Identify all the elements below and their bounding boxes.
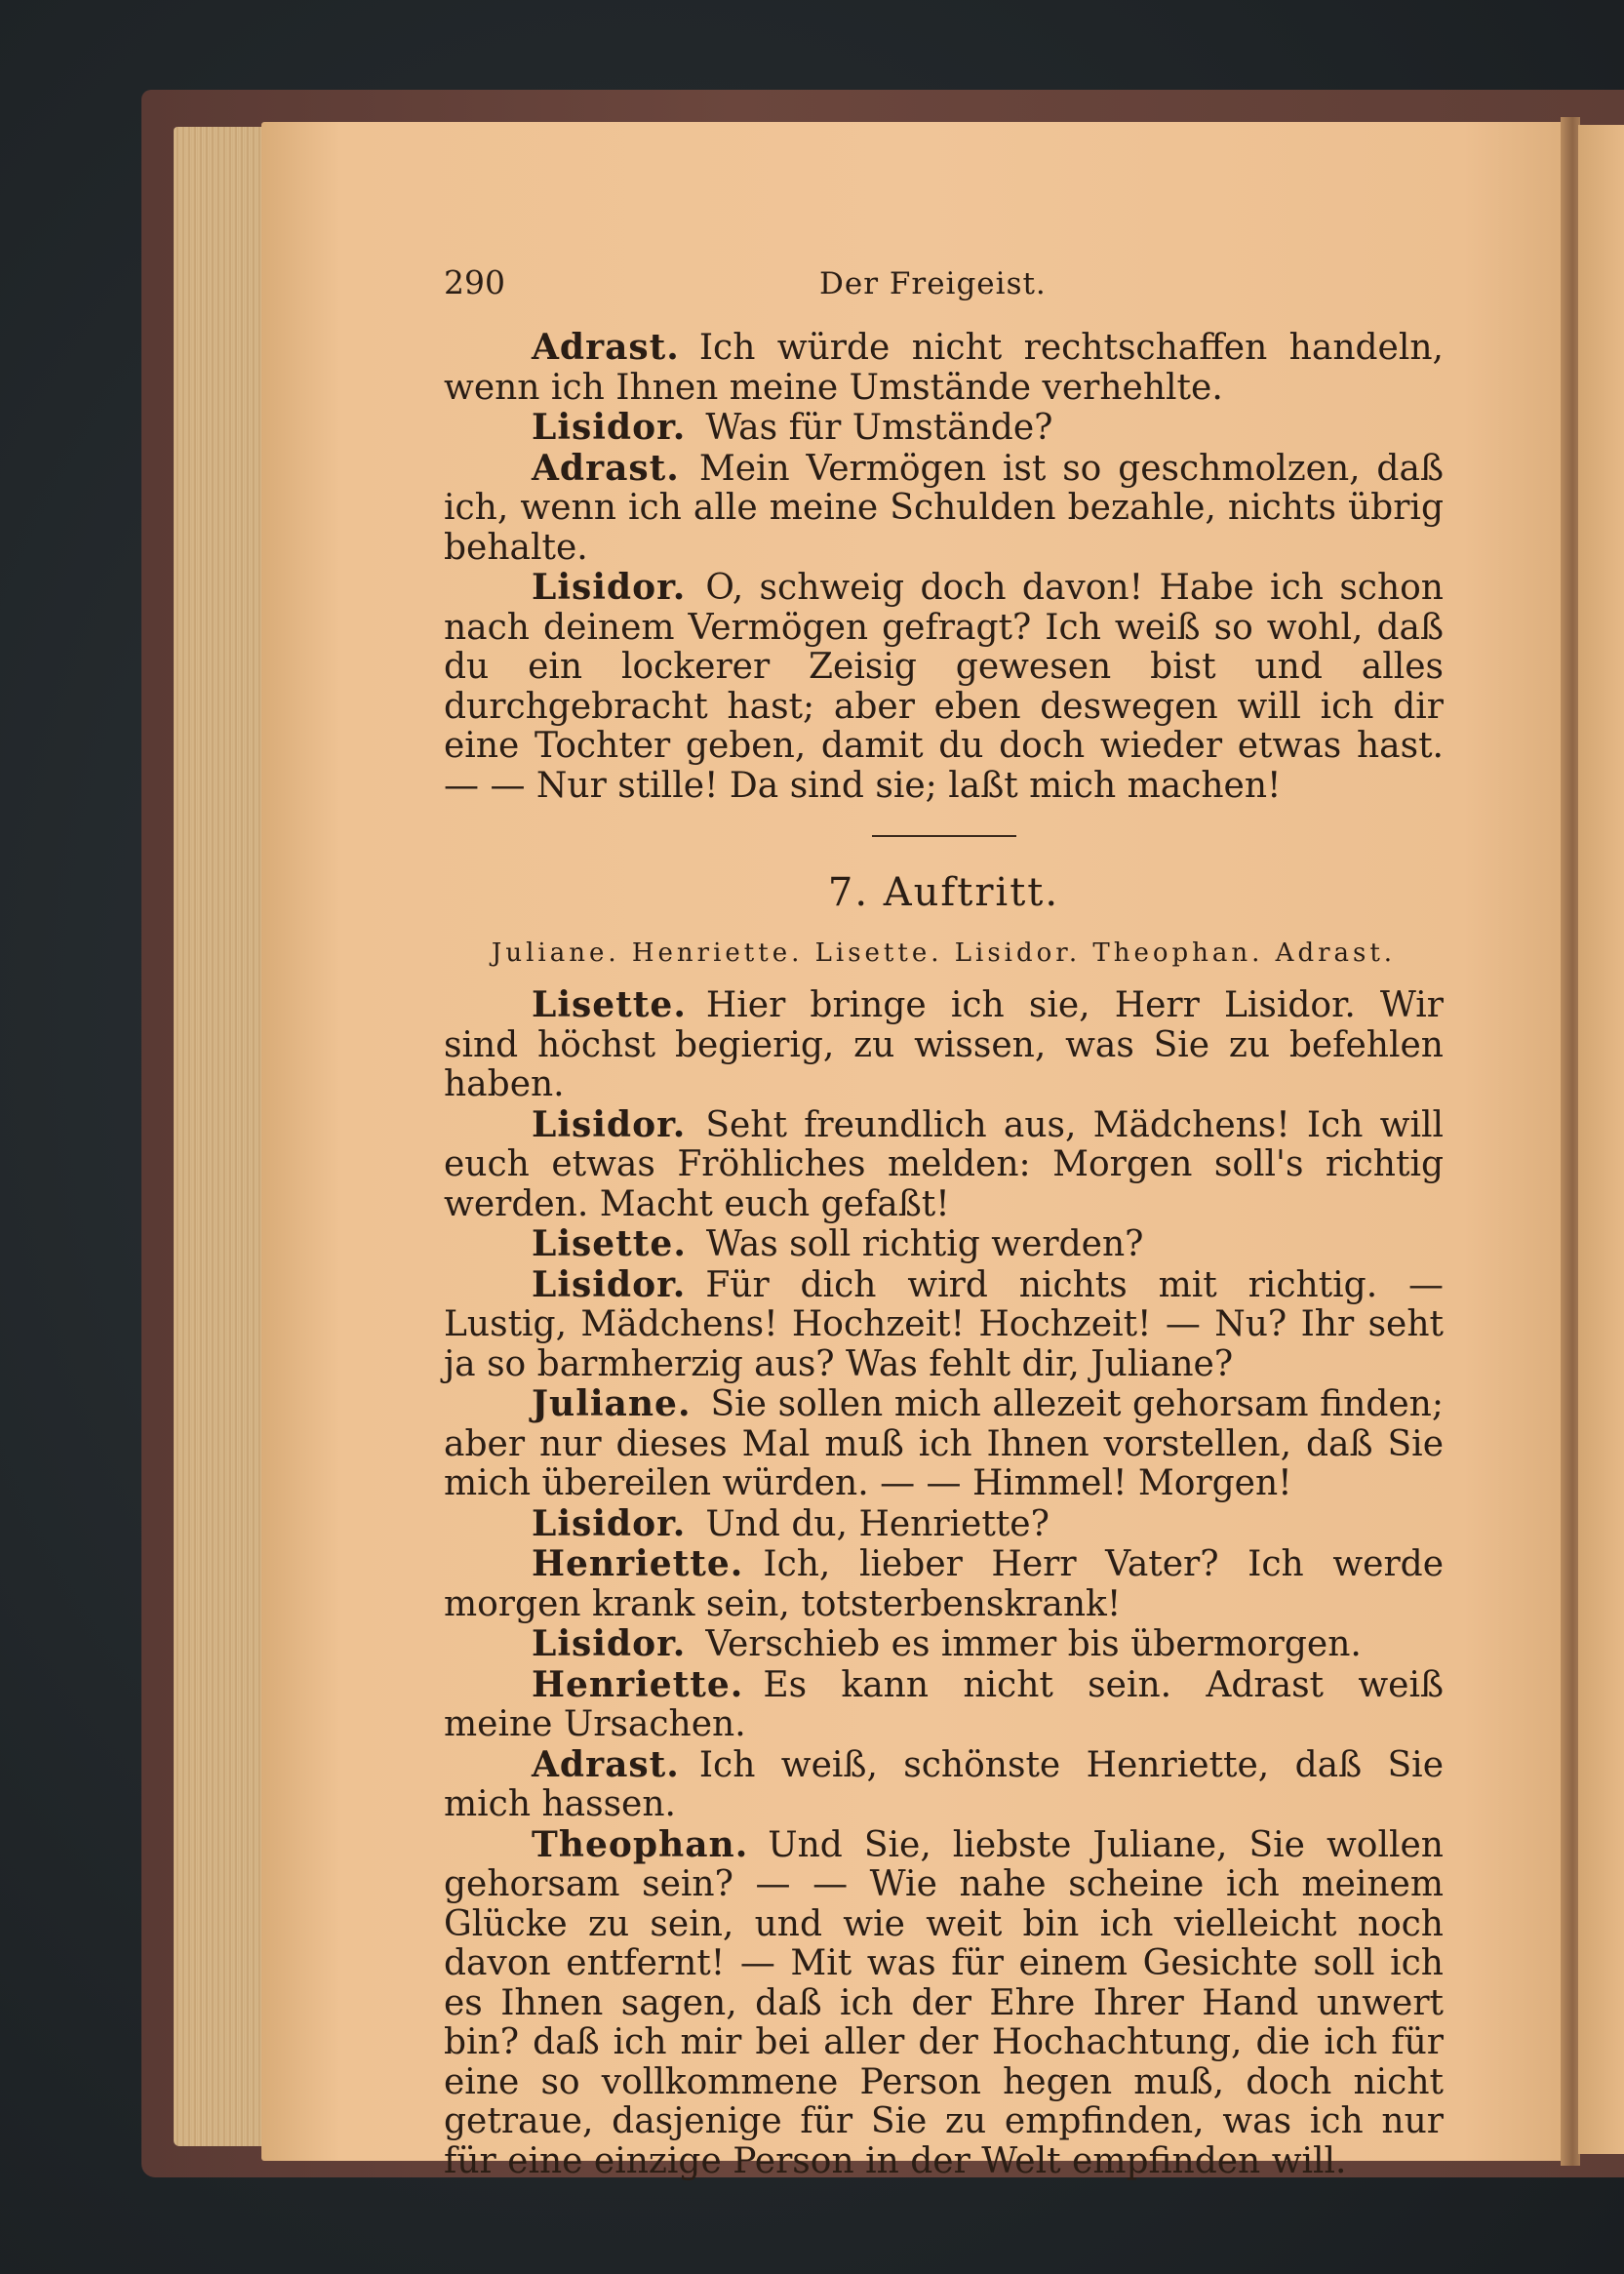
dialogue-line <box>444 1265 1444 1385</box>
page-header <box>444 263 1444 322</box>
speaker-name: Lisette. <box>532 984 687 1025</box>
dialogue-line <box>444 1384 1444 1504</box>
speaker-name: Adrast. <box>532 447 680 489</box>
speaker-name: Adrast. <box>532 327 680 368</box>
speaker-name: Lisidor. <box>532 1502 687 1544</box>
speaker-name: Lisidor. <box>532 1623 687 1664</box>
speaker-name: Henriette. <box>532 1543 744 1584</box>
dialogue-text: Sie sollen mich allezeit gehorsam finden; aber nur dieses Mal muß ich Ihnen vorstellen, daß Sie mich übereilen würden. — — Himmel! Morgen! <box>444 1384 1444 1503</box>
speaker-name: Lisidor. <box>532 567 687 608</box>
dialogue-line <box>444 1745 1444 1825</box>
running-title: Der Freigeist. <box>819 266 1047 301</box>
dialogue-text: Was für Umstände? <box>705 408 1053 448</box>
dialogue-text: Was soll richtig werden? <box>705 1224 1144 1264</box>
dialogue-text: O, schweig doch davon! Habe ich schon nach deinem Vermögen gefragt? Ich weiß so wohl, daß du ein lockerer Zeisig gewesen bist und alles durchgebracht hast; aber eben deswegen will ich dir eine Tochter geben, damit du doch wieder etwas hast. — — Nur stille! Da sind sie; laßt mich machen! <box>444 568 1444 806</box>
dialogue-line <box>444 1544 1444 1624</box>
dialogue-line <box>444 449 1444 569</box>
dialogue-text: Ich weiß, schönste Henriette, daß Sie mich hassen. <box>444 1744 1444 1824</box>
dialogue-line <box>444 568 1444 806</box>
speaker-name: Lisidor. <box>532 1263 687 1305</box>
scene-title: 7. Auftritt. <box>827 870 1060 915</box>
page-content <box>444 263 1444 2181</box>
dialogue-text: Für dich wird nichts mit richtig. — Lustig, Mädchens! Hochzeit! Hochzeit! — Nu? Ihr seht ja so barmherzig aus? Was fehlt dir, Juliane? <box>444 1264 1444 1384</box>
dialogue-line <box>444 1224 1444 1265</box>
dialogue-text: Und Sie, liebste Juliane, Sie wollen gehorsam sein? — — Wie nahe scheine ich meinem Glücke zu sein, und wie weit bin ich vielleicht noch davon entfernt! — Mit was für einem Gesichte soll ich es Ihnen sagen, daß ich der Ehre Ihrer Hand unwert bin? daß ich mir bei aller der Hochachtung, die ich für eine so vollkommene Person hegen muß, doch nicht getraue, dasjenige für Sie zu empfinden, was ich nur für eine einzige Person in der Welt empfinden will. <box>444 1824 1444 2181</box>
section-divider <box>872 835 1016 837</box>
dialogue-line <box>444 1665 1444 1745</box>
speaker-name: Lisidor. <box>532 1103 687 1145</box>
dialogue-line <box>444 408 1444 449</box>
dialogue-text: Ich, lieber Herr Vater? Ich werde morgen krank sein, totsterbenskrank! <box>444 1544 1444 1624</box>
dialogue-text: Seht freundlich aus, Mädchens! Ich will euch etwas Fröhliches melden: Morgen soll's richtig werden. Macht euch gefaßt! <box>444 1104 1444 1224</box>
dialogue-text: Ich würde nicht rechtschaffen handeln, wenn ich Ihnen meine Umstände verhehlte. <box>444 328 1444 408</box>
dialogue-section-1 <box>444 328 1444 806</box>
facing-page-edge <box>1578 125 1624 2154</box>
cast-list: Juliane. Henriette. Lisette. Lisidor. Theophan. Adrast. <box>491 938 1397 968</box>
speaker-name: Henriette. <box>532 1663 744 1705</box>
dialogue-line <box>444 1624 1444 1665</box>
dialogue-section-2 <box>444 985 1444 2181</box>
dialogue-text: Verschieb es immer bis übermorgen. <box>705 1624 1362 1664</box>
speaker-name: Juliane. <box>532 1383 692 1424</box>
page-number: 290 <box>444 263 505 301</box>
dialogue-text: Es kann nicht sein. Adrast weiß meine Ursachen. <box>444 1664 1444 1744</box>
dialogue-line <box>444 1105 1444 1225</box>
speaker-name: Lisidor. <box>532 407 687 448</box>
dialogue-text: Und du, Henriette? <box>705 1503 1050 1544</box>
dialogue-line <box>444 1825 1444 2182</box>
dialogue-text: Hier bringe ich sie, Herr Lisidor. Wir sind höchst begierig, zu wissen, was Sie zu befehlen haben. <box>444 985 1444 1104</box>
book-gutter <box>1561 117 1580 2166</box>
dialogue-line <box>444 328 1444 408</box>
speaker-name: Adrast. <box>532 1743 680 1785</box>
speaker-name: Lisette. <box>532 1223 687 1264</box>
dialogue-line <box>444 1504 1444 1545</box>
speaker-name: Theophan. <box>532 1823 749 1865</box>
dialogue-text: Mein Vermögen ist so geschmolzen, daß ich, wenn ich alle meine Schulden bezahle, nichts übrig behalte. <box>444 448 1444 568</box>
dialogue-line <box>444 985 1444 1105</box>
